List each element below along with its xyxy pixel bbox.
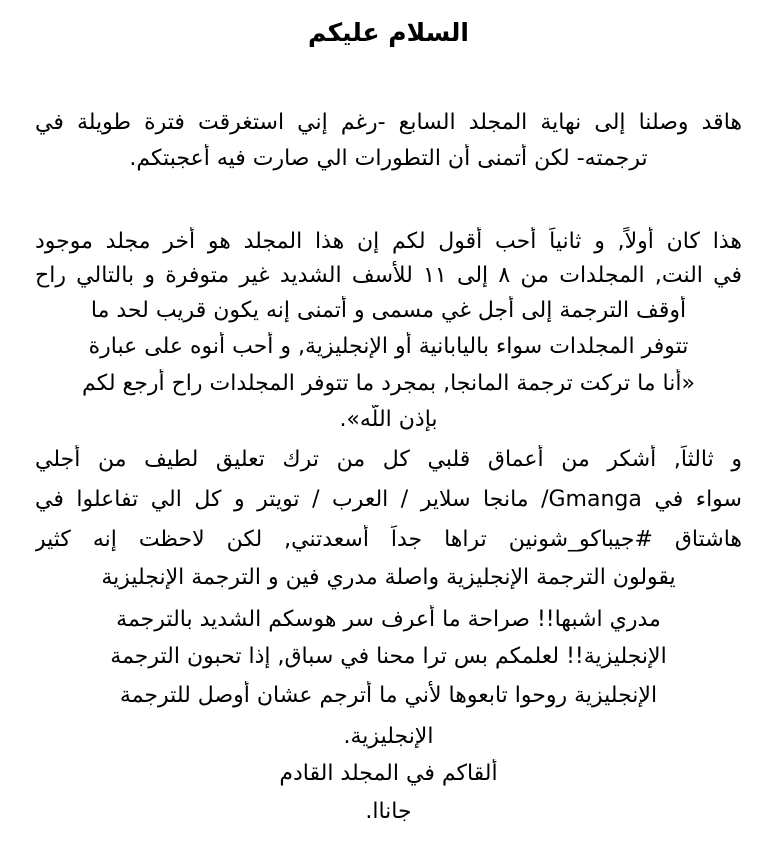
paragraph-2-line: بإذن اللّه». bbox=[339, 407, 438, 432]
paragraph-3-line: الإنجليزية!! لعلمكم بس ترا محنا في سباق, إذا تحبون الترجمة bbox=[110, 644, 667, 669]
paragraph-2-line: «أنا ما تركت ترجمة المانجا, بمجرد ما تتوفر المجلدات راح أرجع لكم bbox=[82, 371, 695, 396]
paragraph-3-line: يقولون الترجمة الإنجليزية واصلة مدري فين و الترجمة الإنجليزية bbox=[101, 565, 676, 590]
paragraph-3-line: هاشتاق #جيباكو_شونين تراها جداً أسعدتني, لكن لاحظت إنه كثير bbox=[35, 527, 742, 552]
paragraph-2-line: أوقف الترجمة إلى أجل غي مسمى و أتمنى إنه يكون قريب لحد ما bbox=[90, 298, 687, 323]
greeting-title: السلام عليكم bbox=[307, 18, 470, 47]
paragraph-2-line: تتوفر المجلدات سواء باليابانية أو الإنجليزية, و أحب أنوه على عبارة bbox=[88, 334, 689, 359]
paragraph-3-line: سواء في Gmanga/ مانجا سلاير / العرب / تويتر و كل الي تفاعلوا في bbox=[35, 487, 742, 512]
paragraph-3-line: الإنجليزية. bbox=[343, 724, 434, 749]
closing-line: ألقاكم في المجلد القادم bbox=[279, 761, 498, 786]
paragraph-1-line: هاقد وصلنا إلى نهاية المجلد السابع -رغم إني استغرقت فترة طويلة في bbox=[35, 110, 742, 135]
paragraph-3-line: مدري اشبها!! صراحة ما أعرف سر هوسكم الشديد بالترجمة bbox=[116, 607, 661, 632]
signoff: جاناا. bbox=[365, 799, 412, 824]
paragraph-2-line: في النت, المجلدات من ٨ إلى ١١ للأسف الشديد غير متوفرة و بالتالي راح bbox=[35, 263, 742, 288]
paragraph-3-line: الإنجليزية روحوا تابعوها لأني ما أترجم عشان أوصل للترجمة bbox=[119, 683, 658, 708]
paragraph-1-line: ترجمته- لكن أتمنى أن التطورات الي صارت فيه أعجبتكم. bbox=[129, 146, 648, 171]
paragraph-3-line: و ثالثاً, أشكر من أعماق قلبي كل من ترك تعليق لطيف من أجلي bbox=[35, 447, 742, 472]
paragraph-2-line: هذا كان أولاً, و ثانياً أحب أقول لكم إن هذا المجلد هو أخر مجلد موجود bbox=[35, 229, 742, 254]
